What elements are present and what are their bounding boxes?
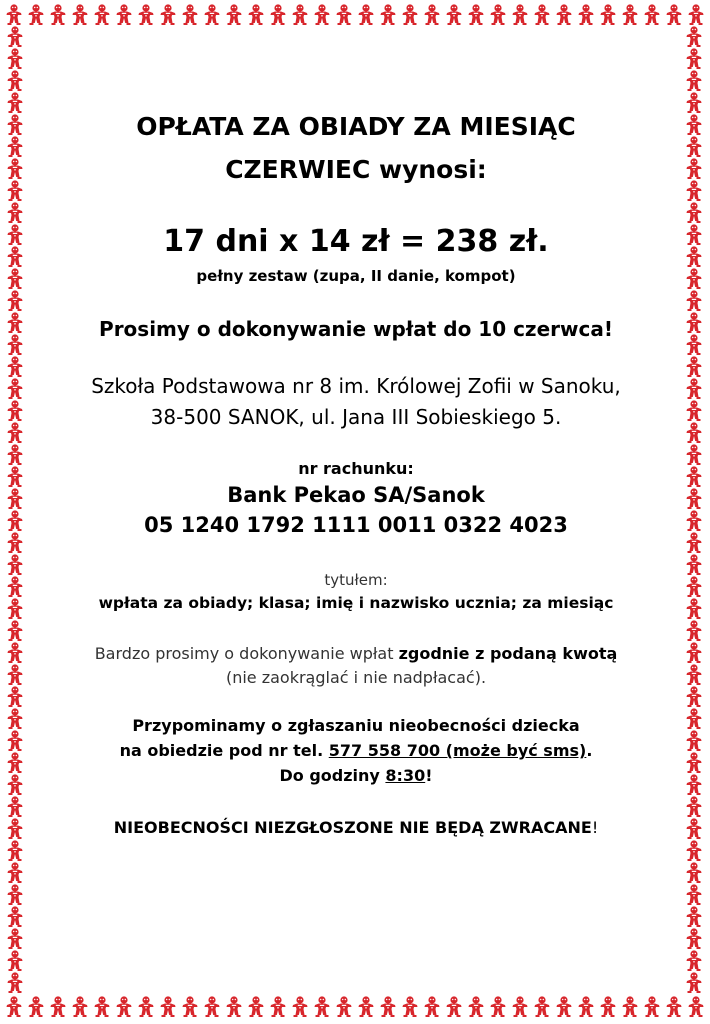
folk-figure-icon	[687, 356, 702, 377]
folk-figure-icon	[601, 4, 616, 25]
folk-figure-icon	[8, 796, 23, 817]
folk-figure-icon	[8, 620, 23, 641]
reminder-phone-prefix: na obiedzie pod nr tel.	[119, 741, 329, 760]
folk-figure-icon	[687, 136, 702, 157]
folk-figure-icon	[403, 4, 418, 25]
folk-figure-icon	[687, 312, 702, 333]
folk-figure-icon	[73, 996, 88, 1017]
folk-figure-icon	[687, 378, 702, 399]
folk-figure-icon	[687, 334, 702, 355]
folk-figure-icon	[645, 4, 660, 25]
folk-figure-icon	[687, 884, 702, 905]
final-warning-text: NIEOBECNOŚCI NIEZGŁOSZONE NIE BĘDĄ ZWRACANE	[113, 818, 592, 837]
folk-figure-icon	[687, 906, 702, 927]
folk-figure-icon	[687, 488, 702, 509]
folk-figure-icon	[8, 664, 23, 685]
folk-figure-icon	[579, 996, 594, 1017]
folk-figure-icon	[8, 356, 23, 377]
folk-figure-icon	[183, 996, 198, 1017]
folk-figure-icon	[687, 774, 702, 795]
folk-figure-icon	[687, 444, 702, 465]
folk-figure-icon	[359, 4, 374, 25]
folk-figure-icon	[7, 4, 22, 25]
folk-figure-icon	[315, 996, 330, 1017]
set-description: pełny zestaw (zupa, II danie, kompot)	[196, 267, 516, 285]
folk-figure-icon	[8, 400, 23, 421]
folk-figure-icon	[469, 996, 484, 1017]
folk-figure-icon	[8, 246, 23, 267]
folk-figure-icon	[491, 996, 506, 1017]
folk-figure-icon	[687, 114, 702, 135]
folk-figure-icon	[227, 4, 242, 25]
folk-figure-icon	[73, 4, 88, 25]
folk-figure-icon	[29, 996, 44, 1017]
folk-figure-icon	[8, 136, 23, 157]
folk-figure-icon	[623, 996, 638, 1017]
folk-figure-icon	[315, 4, 330, 25]
folk-figure-icon	[161, 996, 176, 1017]
folk-figure-icon	[117, 996, 132, 1017]
reminder-line-1: Przypominamy o zgłaszaniu nieobecności dziecka	[132, 716, 580, 735]
folk-figure-icon	[161, 4, 176, 25]
folk-figure-icon	[381, 4, 396, 25]
folk-figure-icon	[687, 554, 702, 575]
folk-figure-icon	[687, 26, 702, 47]
folk-figure-icon	[513, 4, 528, 25]
account-label: nr rachunku:	[298, 459, 414, 478]
folk-figure-icon	[447, 996, 462, 1017]
folk-figure-icon	[687, 400, 702, 421]
folk-figure-icon	[687, 950, 702, 971]
reminder-time-prefix: Do godziny	[279, 766, 386, 785]
price-formula: 17 dni x 14 zł = 238 zł.	[163, 224, 549, 259]
folk-figure-icon	[667, 996, 682, 1017]
folk-figure-icon	[687, 708, 702, 729]
folk-figure-icon	[139, 4, 154, 25]
folk-figure-icon	[557, 4, 572, 25]
folk-figure-icon	[8, 114, 23, 135]
folk-figure-icon	[117, 4, 132, 25]
folk-figure-icon	[557, 996, 572, 1017]
folk-figure-icon	[8, 444, 23, 465]
folk-figure-icon	[8, 180, 23, 201]
folk-figure-icon	[8, 928, 23, 949]
folk-figure-icon	[8, 158, 23, 179]
folk-figure-icon	[687, 730, 702, 751]
folk-figure-icon	[8, 312, 23, 333]
folk-figure-icon	[8, 906, 23, 927]
folk-figure-icon	[687, 620, 702, 641]
folk-figure-icon	[8, 554, 23, 575]
folk-figure-icon	[687, 268, 702, 289]
folk-figure-icon	[8, 532, 23, 553]
folk-figure-icon	[687, 664, 702, 685]
folk-figure-icon	[689, 996, 704, 1017]
folk-figure-icon	[687, 180, 702, 201]
folk-figure-icon	[227, 996, 242, 1017]
folk-figure-icon	[8, 950, 23, 971]
folk-figure-icon	[425, 996, 440, 1017]
reminder-line-2	[50, 741, 662, 760]
folk-figure-icon	[491, 4, 506, 25]
reminder-line-3	[50, 766, 662, 785]
folk-figure-icon	[205, 996, 220, 1017]
note-bold: zgodnie z podaną kwotą	[398, 644, 618, 663]
folk-figure-icon	[687, 70, 702, 91]
folk-figure-icon	[513, 996, 528, 1017]
folk-figure-icon	[535, 4, 550, 25]
folk-figure-icon	[687, 862, 702, 883]
folk-figure-icon	[8, 972, 23, 993]
folk-figure-icon	[535, 996, 550, 1017]
folk-figure-icon	[601, 996, 616, 1017]
folk-figure-icon	[8, 422, 23, 443]
folk-figure-icon	[51, 996, 66, 1017]
folk-figure-icon	[8, 730, 23, 751]
folk-figure-icon	[337, 4, 352, 25]
folk-figure-icon	[337, 996, 352, 1017]
folk-figure-icon	[8, 488, 23, 509]
folk-figure-icon	[687, 840, 702, 861]
reminder-phone: 577 558 700 (może być sms)	[328, 741, 587, 760]
folk-figure-icon	[293, 996, 308, 1017]
folk-figure-icon	[205, 4, 220, 25]
folk-figure-icon	[8, 642, 23, 663]
folk-figure-icon	[293, 4, 308, 25]
folk-figure-icon	[667, 4, 682, 25]
note-line-1	[50, 644, 662, 663]
folk-figure-icon	[687, 576, 702, 597]
folk-figure-icon	[8, 884, 23, 905]
title-line-2: CZERWIEC wynosi:	[225, 155, 487, 184]
folk-figure-icon	[359, 996, 374, 1017]
folk-figure-icon	[8, 290, 23, 311]
folk-figure-icon	[645, 996, 660, 1017]
title-description: wpłata za obiady; klasa; imię i nazwisko ucznia; za miesiąc	[98, 594, 614, 612]
reminder-time-suffix: !	[425, 766, 433, 785]
folk-figure-icon	[8, 752, 23, 773]
folk-figure-icon	[8, 224, 23, 245]
folk-figure-icon	[8, 862, 23, 883]
folk-figure-icon	[183, 4, 198, 25]
folk-figure-icon	[687, 92, 702, 113]
folk-figure-icon	[687, 246, 702, 267]
reminder-phone-suffix: .	[586, 741, 593, 760]
folk-figure-icon	[403, 996, 418, 1017]
folk-figure-icon	[271, 996, 286, 1017]
folk-figure-icon	[8, 378, 23, 399]
title-line-1: OPŁATA ZA OBIADY ZA MIESIĄC	[136, 112, 576, 141]
folk-figure-icon	[8, 576, 23, 597]
folk-figure-icon	[95, 996, 110, 1017]
folk-figure-icon	[579, 4, 594, 25]
folk-figure-icon	[8, 92, 23, 113]
reminder-time: 8:30	[385, 766, 426, 785]
folk-figure-icon	[687, 598, 702, 619]
folk-figure-icon	[381, 996, 396, 1017]
folk-figure-icon	[687, 48, 702, 69]
folk-figure-icon	[687, 818, 702, 839]
folk-figure-icon	[8, 48, 23, 69]
folk-figure-icon	[7, 996, 22, 1017]
folk-figure-icon	[249, 4, 264, 25]
account-number: 05 1240 1792 1111 0011 0322 4023	[144, 513, 568, 537]
folk-figure-icon	[8, 70, 23, 91]
folk-figure-icon	[687, 686, 702, 707]
folk-figure-icon	[623, 4, 638, 25]
folk-figure-icon	[8, 598, 23, 619]
folk-figure-icon	[687, 290, 702, 311]
folk-figure-icon	[425, 4, 440, 25]
folk-figure-icon	[687, 532, 702, 553]
folk-figure-icon	[29, 4, 44, 25]
folk-figure-icon	[447, 4, 462, 25]
folk-figure-icon	[687, 972, 702, 993]
folk-figure-icon	[687, 752, 702, 773]
folk-figure-icon	[8, 268, 23, 289]
final-warning-exclamation: !	[591, 818, 599, 837]
folk-figure-icon	[8, 334, 23, 355]
folk-figure-icon	[8, 26, 23, 47]
folk-figure-icon	[271, 4, 286, 25]
folk-figure-icon	[687, 202, 702, 223]
address-line-1: Szkoła Podstawowa nr 8 im. Królowej Zofii w Sanoku,	[91, 374, 621, 398]
folk-figure-icon	[8, 708, 23, 729]
payment-request: Prosimy o dokonywanie wpłat do 10 czerwca!	[99, 317, 613, 341]
folk-figure-icon	[687, 158, 702, 179]
folk-figure-icon	[8, 466, 23, 487]
folk-figure-icon	[8, 510, 23, 531]
folk-figure-icon	[687, 422, 702, 443]
folk-figure-icon	[8, 840, 23, 861]
folk-figure-icon	[687, 642, 702, 663]
folk-figure-icon	[51, 4, 66, 25]
folk-figure-icon	[687, 466, 702, 487]
folk-figure-icon	[687, 928, 702, 949]
folk-figure-icon	[8, 818, 23, 839]
folk-figure-icon	[139, 996, 154, 1017]
folk-figure-icon	[689, 4, 704, 25]
folk-figure-icon	[687, 796, 702, 817]
folk-figure-icon	[687, 224, 702, 245]
folk-figure-icon	[249, 996, 264, 1017]
folk-figure-icon	[8, 686, 23, 707]
folk-figure-icon	[8, 202, 23, 223]
note-prefix: Bardzo prosimy o dokonywanie wpłat	[94, 644, 399, 663]
folk-figure-icon	[8, 774, 23, 795]
folk-figure-icon	[95, 4, 110, 25]
address-line-2: 38-500 SANOK, ul. Jana III Sobieskiego 5.	[150, 405, 562, 429]
folk-figure-icon	[687, 510, 702, 531]
note-line-2: (nie zaokrąglać i nie nadpłacać).	[225, 668, 487, 687]
folk-figure-icon	[469, 4, 484, 25]
bank-name: Bank Pekao SA/Sanok	[227, 483, 485, 507]
final-warning	[50, 818, 662, 837]
title-label: tytułem:	[324, 571, 388, 589]
